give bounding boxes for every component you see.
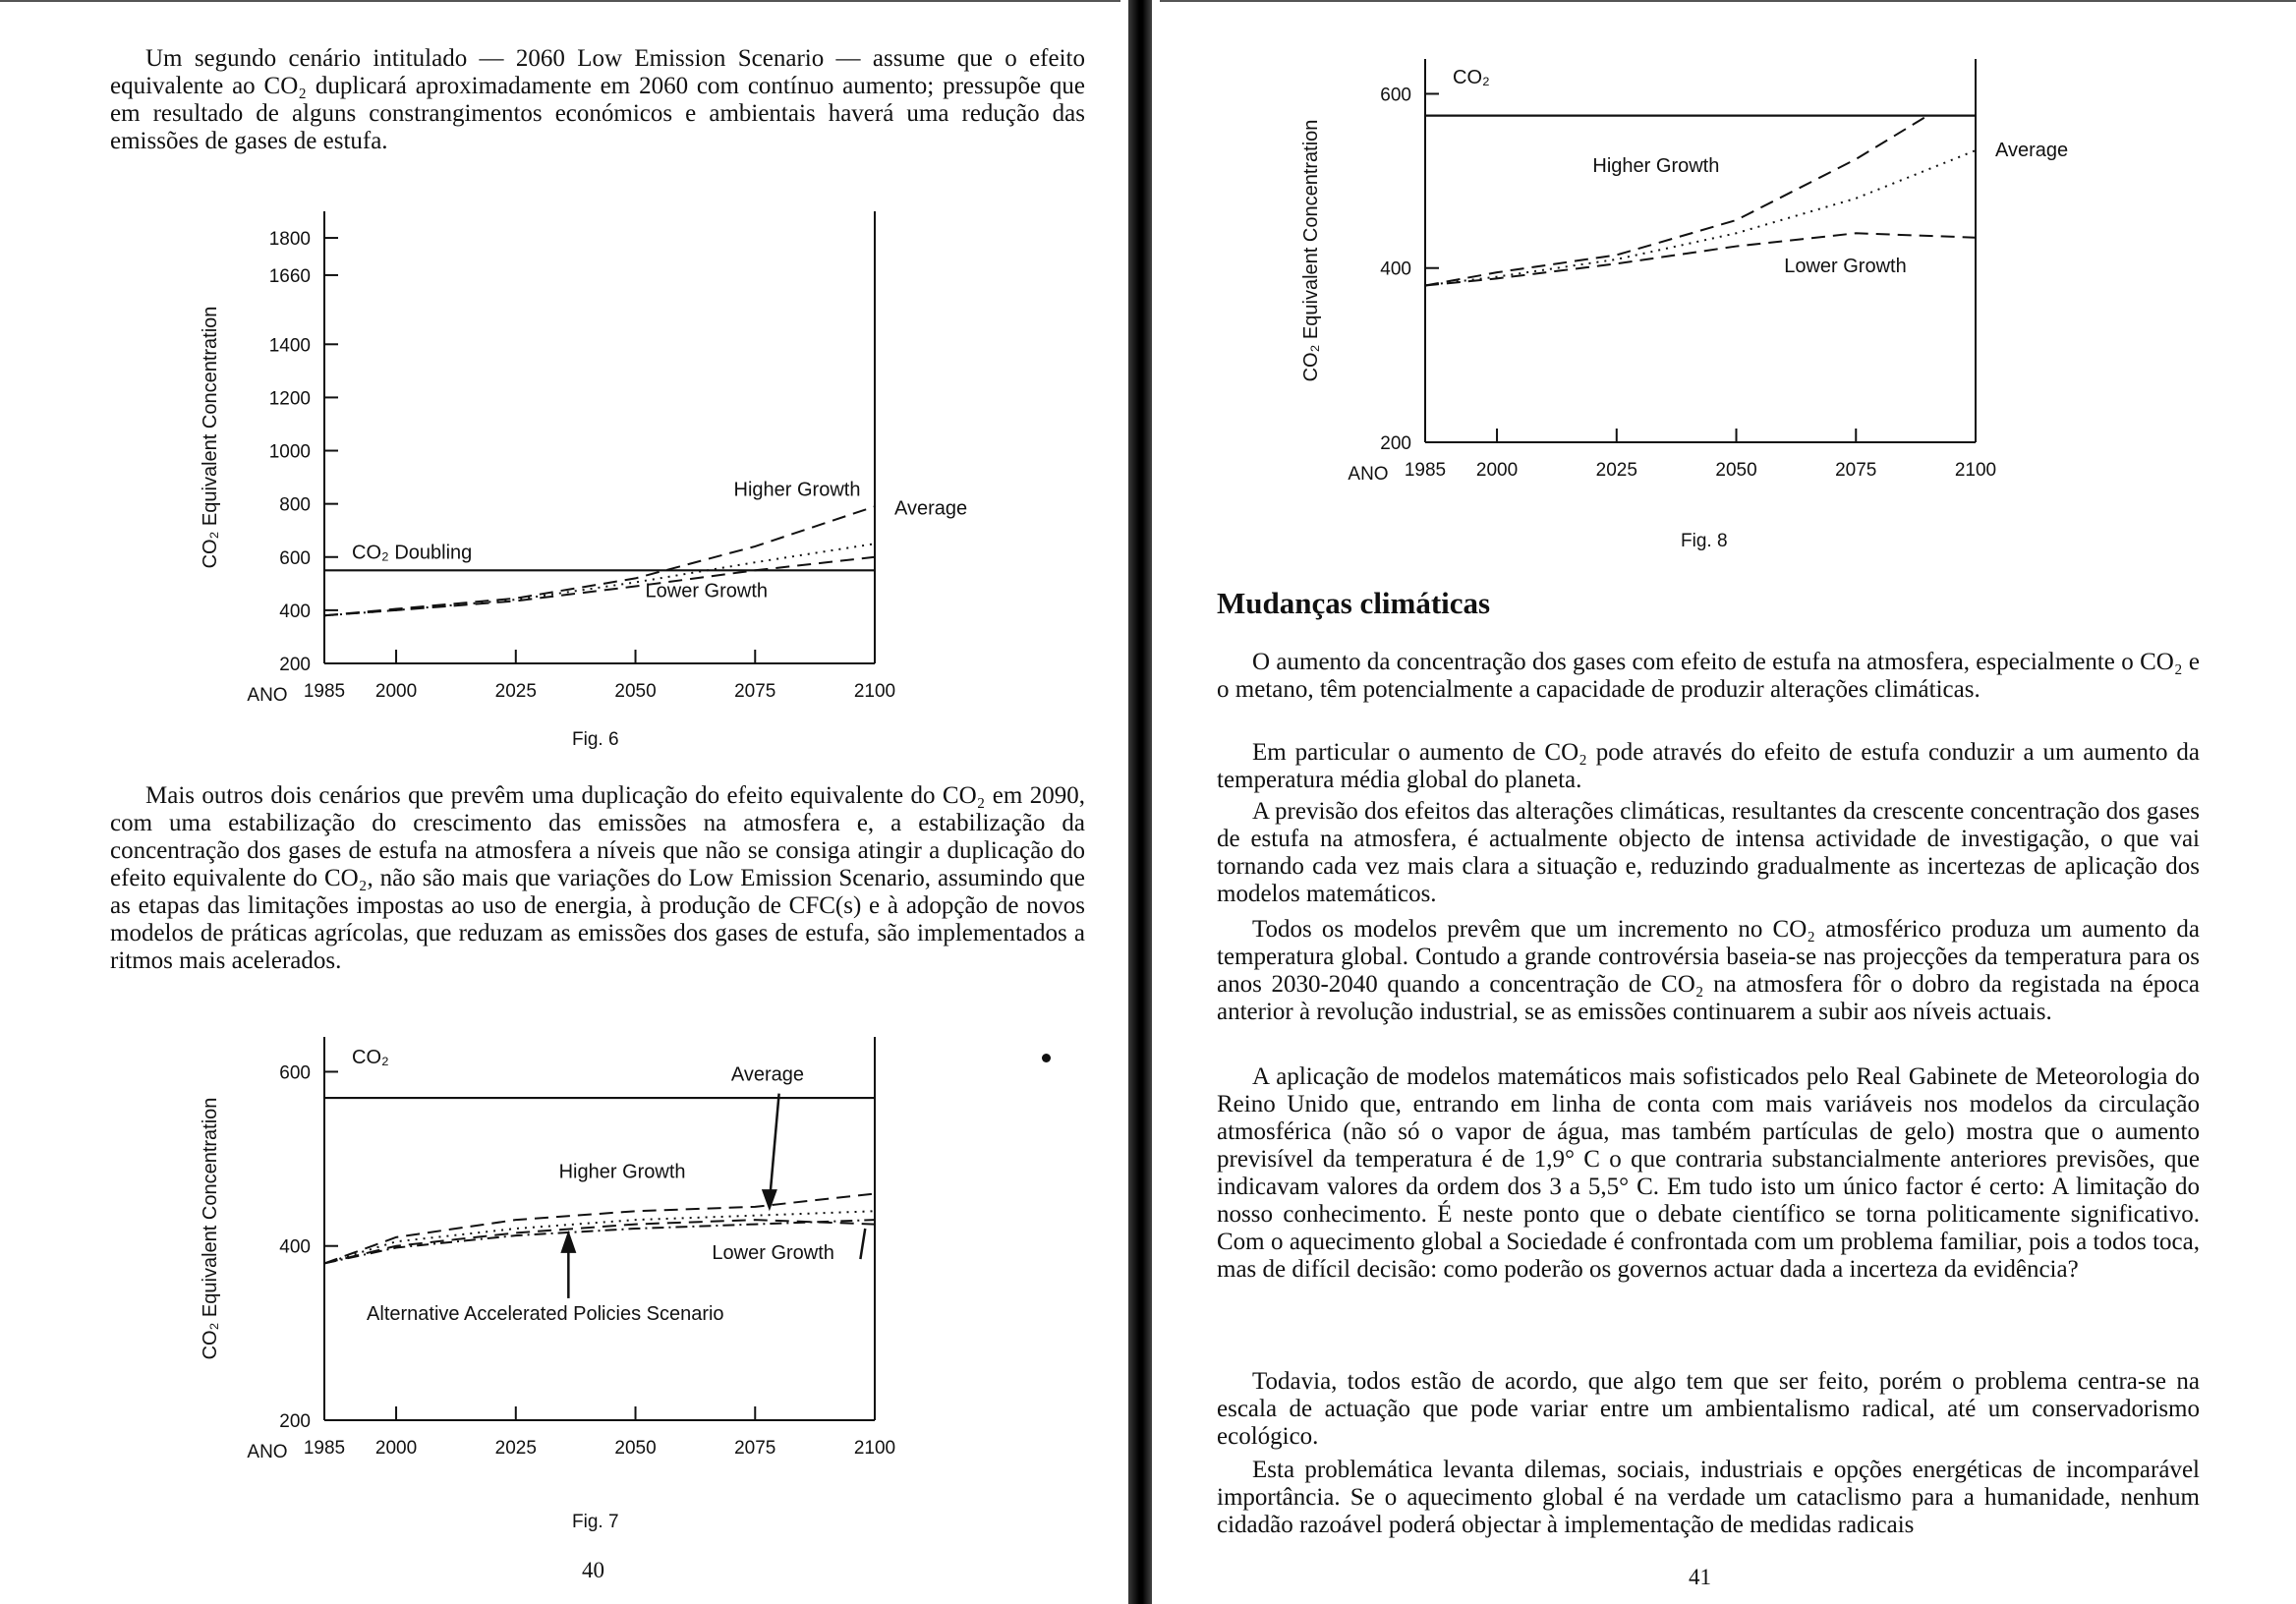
x-tick-label: 2100: [1954, 460, 1997, 481]
y-tick-label: 600: [279, 547, 311, 569]
y-tick-label: 1800: [268, 229, 311, 251]
annotation-arrowhead: [762, 1189, 777, 1211]
right-paragraph-7: Esta problemática levanta dilemas, sociais, industriais e opções energéticas de incomparável importância. Se o aquecimento global é na verdade um cataclismo para a humanidade, nenhum cidadão razoável poderá objectar à implementação de medidas radicais: [1217, 1457, 2200, 1538]
y-axis-title: CO₂ Equivalent Concentration: [1300, 119, 1322, 382]
x-axis-prefix: ANO: [1348, 464, 1389, 485]
x-tick-label: 2050: [614, 681, 657, 702]
right-paragraph-1: O aumento da concentração dos gases com efeito de estufa na atmosfera, especialmente o CO₂ e o metano, têm potencialmente a capacidade de produzir alterações climáticas.: [1217, 649, 2200, 703]
x-tick-label: 2100: [853, 1438, 896, 1459]
x-tick-label: 2075: [734, 1438, 776, 1459]
x-tick-label: 2075: [1835, 460, 1877, 481]
series-label: Lower Growth: [645, 580, 769, 602]
x-tick-label: 1985: [303, 681, 346, 702]
x-tick-label: 1985: [303, 1438, 346, 1459]
series-label: Average: [1995, 140, 2069, 162]
scan-speck: [1042, 1054, 1051, 1062]
figure-6-chart: [177, 201, 983, 713]
x-tick-label: 2025: [1595, 460, 1637, 481]
y-tick-label: 400: [1380, 258, 1411, 280]
y-tick-label: 600: [1380, 85, 1411, 106]
annotation-arrow: [860, 1229, 865, 1259]
right-page-number: 41: [1689, 1565, 1711, 1589]
series-label: Average: [894, 497, 968, 520]
section-heading: Mudanças climáticas: [1217, 586, 1491, 620]
y-axis-title: CO₂ Equivalent Concentration: [200, 306, 221, 569]
figure-6-caption: Fig. 6: [572, 729, 619, 750]
series-label: Higher Growth: [558, 1161, 686, 1183]
figure-8-chart: [1278, 49, 2143, 501]
annotation-arrow: [770, 1094, 779, 1203]
y-tick-label: 200: [279, 1411, 311, 1432]
series-line: [324, 557, 875, 616]
left-page: [0, 0, 1128, 1604]
right-paragraph-5: A aplicação de modelos matemáticos mais sofisticados pelo Real Gabinete de Meteorologia do Reino Unido que, entrando em linha de conta com mais variáveis nos modelos da circulação atmosférica (não só o vapor de água, mas também partículas de gelo) mostra que o aumento previsível da temperatura é de 1,9° C o que contraria substancialmente anteriores previsões, que indicavam valores da ordem dos 3 a 5,5° C. Em tudo isto um único factor é certo: A limitação do nosso conhecimento. É neste ponto que o debate científico se torna politicamente significativo. Com o aquecimento global a Sociedade é confrontada com um problema familiar, pois a todos toca, mas de difícil decisão: como poderão os governos actuar dada a incerteza da evidência?: [1217, 1063, 2200, 1283]
left-paragraph-2: Mais outros dois cenários que prevêm uma duplicação do efeito equivalente do CO₂ em 2090, com uma estabilização do crescimento das emissões na atmosfera e, a estabilização da concentração dos gases de estufa na atmosfera a níveis que não se consiga atingir a duplicação do efeito equivalente do CO₂, não são mais que variações do Low Emission Scenario, assumindo que as etapas das limitações impostas ao uso de energia, à produção de CFC(s) e à adopção de novos modelos de práticas agrícolas, que reduzam as emissões dos gases de estufa, são implementados a ritmos mais acelerados.: [110, 782, 1085, 974]
series-label: Lower Growth: [1784, 256, 1907, 278]
x-tick-label: 1985: [1404, 460, 1447, 481]
right-paragraph-3: A previsão dos efeitos das alterações climáticas, resultantes da crescente concentração dos gases de estufa na atmosfera, é actualmente objecto de intensa actividade de investigação, o que vai tornando cada vez mais clara a situação e, reduzindo gradualmente as incertezas de aplicação dos modelos matemáticos.: [1217, 798, 2200, 907]
y-tick-label: 400: [279, 601, 311, 622]
figure-7-caption: Fig. 7: [572, 1512, 619, 1532]
figure-7-chart: [177, 1027, 983, 1479]
y-tick-label: 1660: [268, 265, 311, 287]
y-tick-label: 400: [279, 1236, 311, 1258]
x-tick-label: 2025: [494, 1438, 537, 1459]
y-tick-label: 800: [279, 494, 311, 516]
reference-line-label: CO₂: [1453, 66, 1490, 88]
series-label: Higher Growth: [1592, 155, 1720, 178]
x-axis-prefix: ANO: [247, 685, 288, 706]
x-tick-label: 2100: [853, 681, 896, 702]
right-page: [1152, 0, 2296, 1604]
x-tick-label: 2000: [374, 1438, 418, 1459]
y-tick-label: 200: [279, 655, 311, 675]
figure-8-caption: Fig. 8: [1681, 531, 1728, 551]
reference-line-label: CO₂ Doubling: [352, 542, 473, 564]
x-tick-label: 2050: [614, 1438, 657, 1459]
right-paragraph-2: Em particular o aumento de CO₂ pode através do efeito de estufa conduzir a um aumento da temperatura média global do planeta.: [1217, 739, 2200, 793]
y-tick-label: 1400: [268, 335, 311, 357]
x-tick-label: 2000: [1475, 460, 1519, 481]
x-tick-label: 2075: [734, 681, 776, 702]
right-paragraph-6: Todavia, todos estão de acordo, que algo tem que ser feito, porém o problema centra-se na escala de actuação que pode variar entre um ambientalismo radical, até um conservadorismo ecológico.: [1217, 1368, 2200, 1450]
series-label: Lower Growth: [712, 1242, 834, 1265]
left-page-number: 40: [582, 1558, 604, 1582]
series-label: Alternative Accelerated Policies Scenario: [367, 1303, 724, 1326]
series-label: Average: [730, 1063, 805, 1086]
y-axis-title: CO₂ Equivalent Concentration: [200, 1097, 221, 1360]
series-label: Higher Growth: [733, 479, 861, 501]
x-tick-label: 2050: [1715, 460, 1757, 481]
x-tick-label: 2025: [494, 681, 537, 702]
right-paragraph-4: Todos os modelos prevêm que um incremento no CO₂ atmosférico produza um aumento da temperatura global. Contudo a grande controvérsia baseia-se nas projecções da temperatura para os anos 2030-2040 quando a concentração de CO₂ na atmosfera fôr o dobro da registada na época anterior à revolução industrial, se as emissões continuarem a subir aos níveis actuais.: [1217, 916, 2200, 1025]
left-paragraph-1: Um segundo cenário intitulado — 2060 Low Emission Scenario — assume que o efeito equivalente ao CO₂ duplicará aproximadamente em 2060 com contínuo aumento; pressupõe que em resultado de alguns constrangimentos económicos e ambientais haverá uma redução das emissões de gases de estufa.: [110, 45, 1085, 154]
book-spine: [1128, 0, 1152, 1604]
x-axis-prefix: ANO: [247, 1442, 288, 1462]
y-tick-label: 600: [279, 1062, 311, 1084]
x-tick-label: 2000: [374, 681, 418, 702]
y-tick-label: 1200: [268, 388, 311, 410]
reference-line-label: CO₂: [352, 1047, 389, 1069]
y-tick-label: 1000: [268, 441, 311, 463]
y-tick-label: 200: [1380, 433, 1411, 454]
